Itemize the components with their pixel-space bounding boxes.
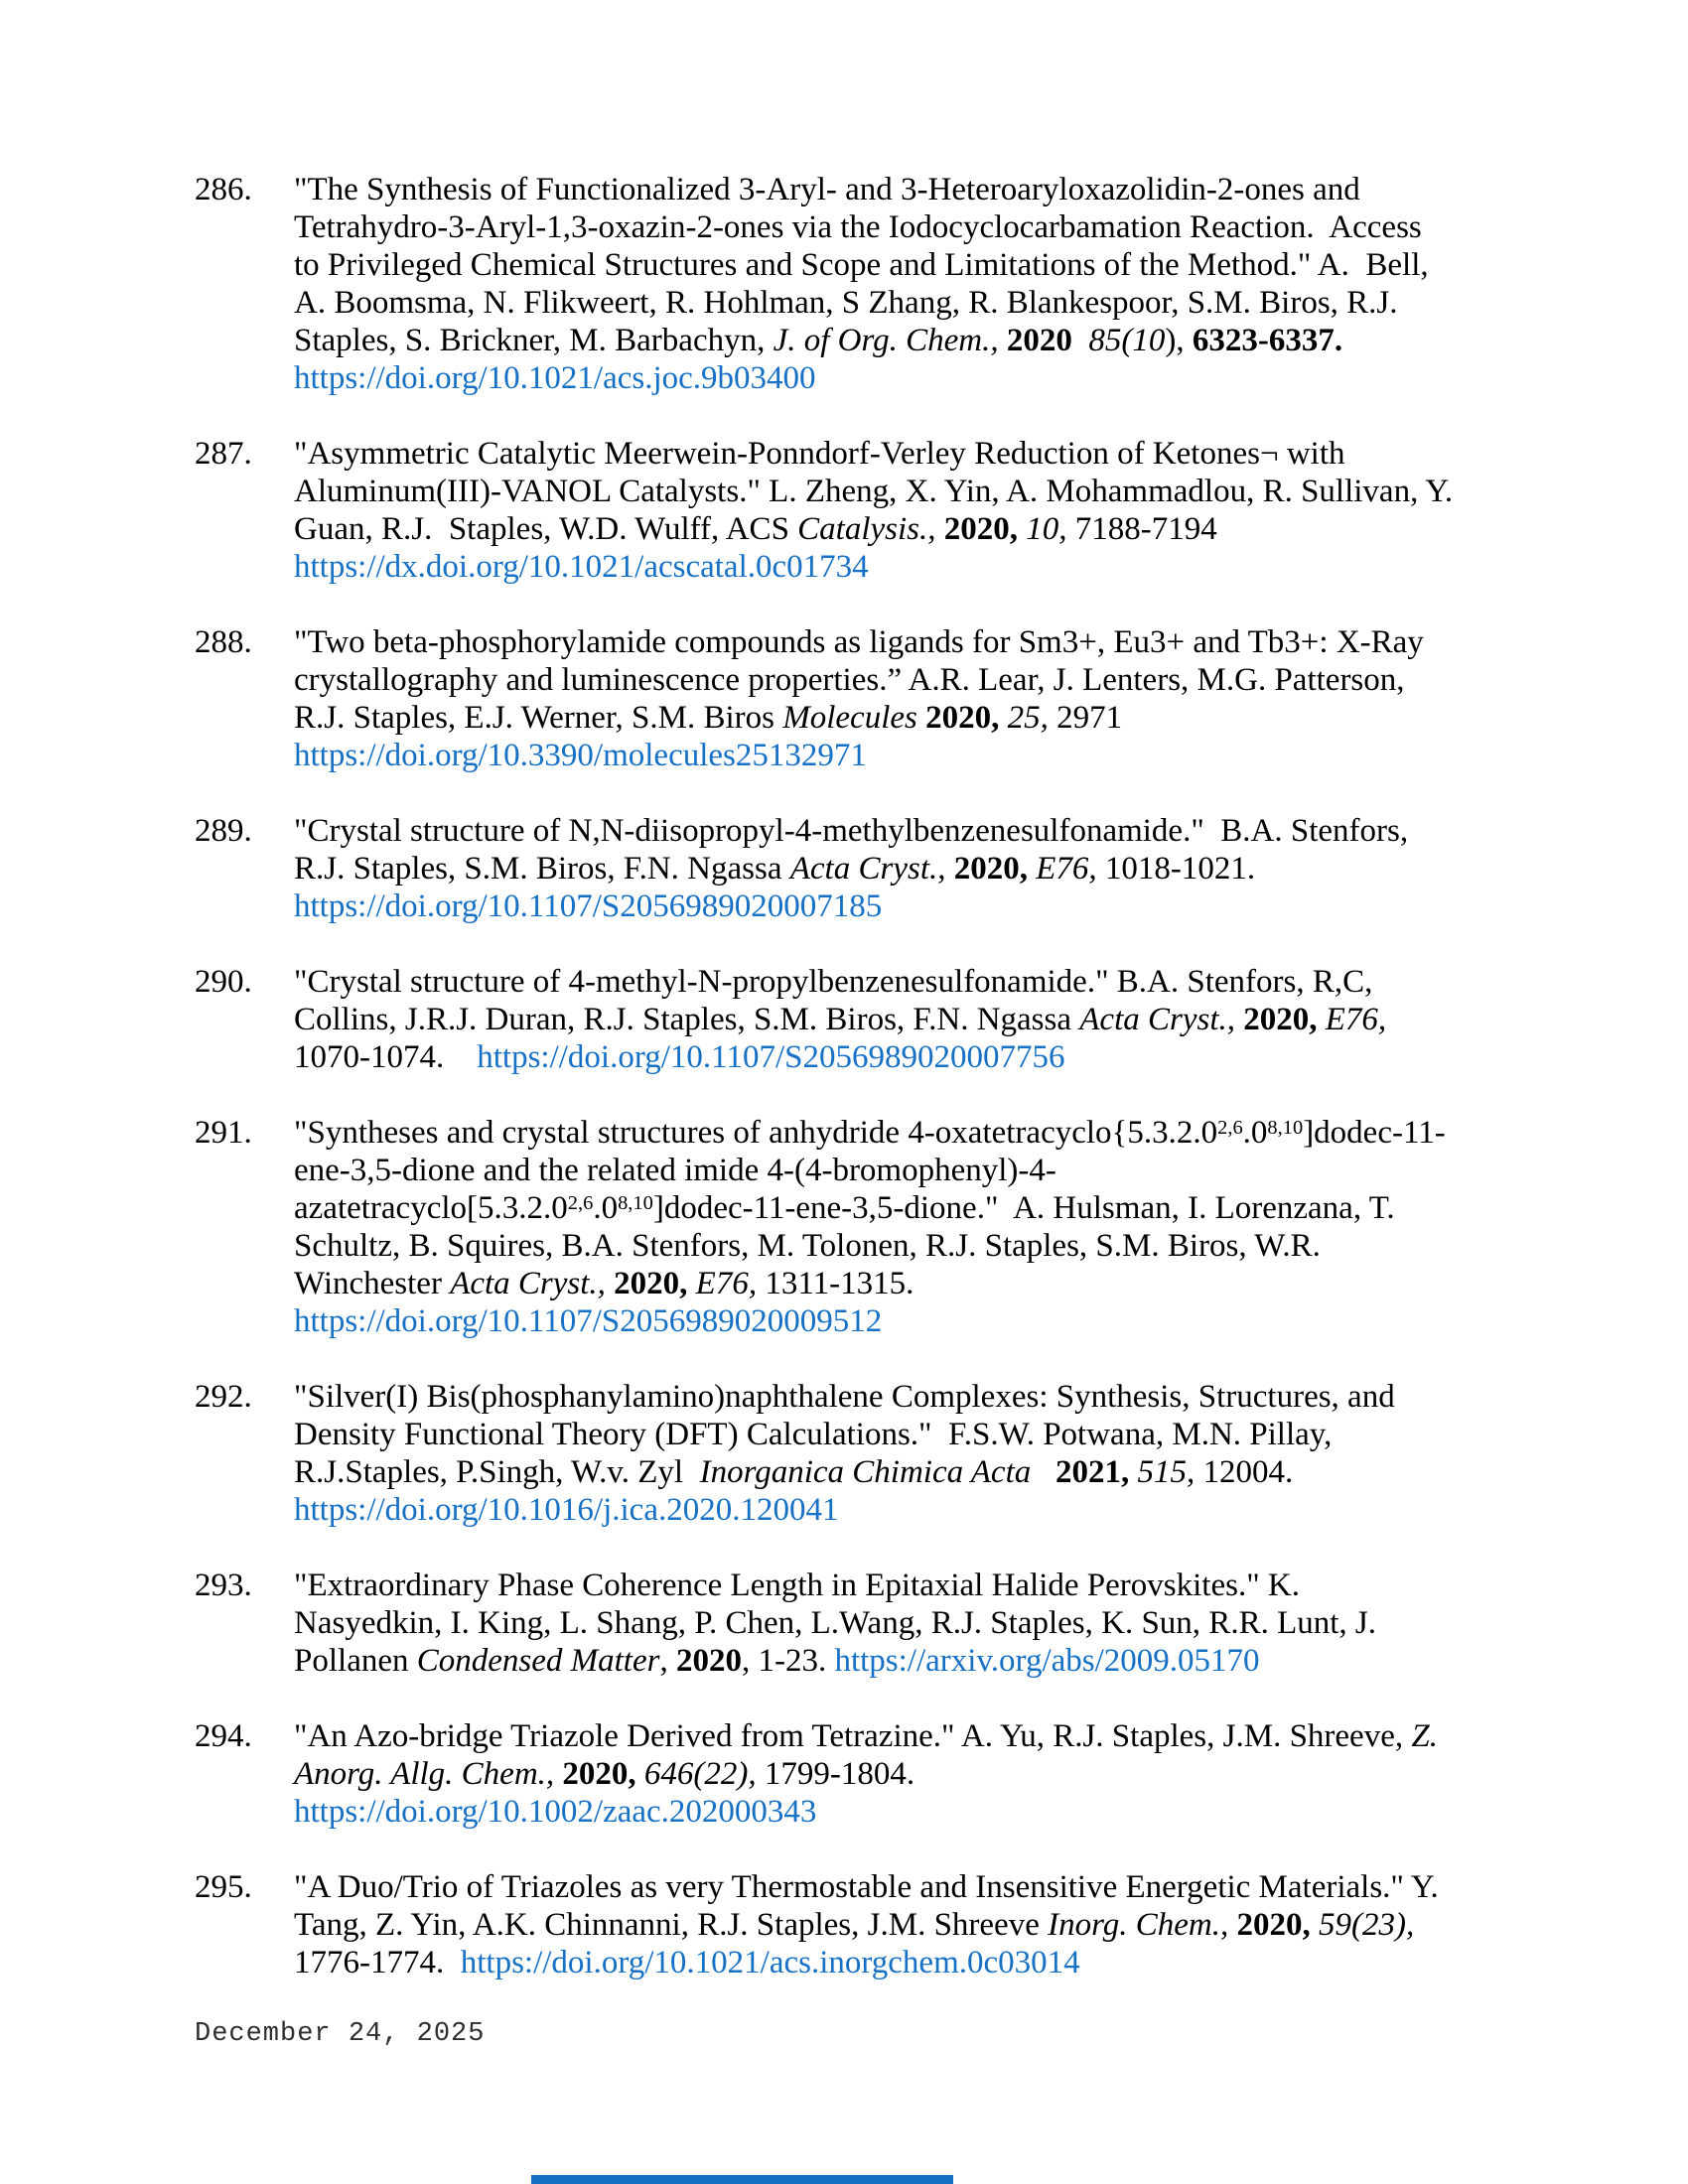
reference-text-segment: E76, (1325, 1002, 1387, 1037)
reference-text-segment: Z. Anorg. Allg. Chem., (294, 1718, 1446, 1792)
reference-item (195, 963, 1454, 1076)
doi-link[interactable]: https://doi.org/10.1016/j.ica.2020.120041 (294, 1492, 839, 1528)
reference-text-segment: J. of Org. Chem., (773, 323, 999, 358)
reference-text-segment: 2,6 (1217, 1116, 1243, 1139)
reference-text-segment: , (659, 1643, 676, 1679)
reference-text-segment (936, 511, 944, 547)
reference-text-segment: Acta Cryst., (789, 851, 946, 887)
reference-text-segment (1031, 1454, 1055, 1490)
reference-text-segment: "The Synthesis of Functionalized 3-Aryl- and 3-Heteroaryloxazolidin-2-ones and Tetrahydro-3-Aryl-1,3-oxazin-2-ones via the Iodocyclocarbamation Reaction. Access to Privileged Chemical Structures and Scope and Limitations of the Method." A. Bell, A. Boomsma, N. Flikweert, R. Hohlman, S Zhang, R. Blankespoor, S.M. Biros, R.J. Staples, S. Brickner, M. Barbachyn, (294, 172, 1436, 358)
reference-text-segment: "Silver(I) Bis(phosphanylamino)naphthalene Complexes: Synthesis, Structures, and Density Functional Theory (DFT) Calculations." F.S.W. Potwana, M.N. Pillay, R.J.Staples, P.Singh, W.v. Zyl (294, 1379, 1403, 1490)
reference-text-segment: 25, (1007, 700, 1049, 736)
reference-text-segment: .0 (593, 1190, 619, 1226)
reference-text-segment (917, 700, 925, 736)
reference-text-segment: "Syntheses and crystal structures of anhydride 4-oxatetracyclo{5.3.2.0 (294, 1115, 1218, 1151)
reference-text-segment: 2020, (614, 1266, 688, 1301)
reference-text-segment (1072, 323, 1089, 358)
reference-number: 292. (195, 1379, 252, 1415)
reference-text-segment: ), (1165, 323, 1193, 358)
reference-text-segment: Inorg. Chem., (1048, 1907, 1229, 1943)
reference-item (195, 623, 1454, 774)
reference-text-segment: 2020, (1236, 1907, 1311, 1943)
reference-text-segment: 2021, (1055, 1454, 1130, 1490)
reference-text-segment: 1311-1315. (757, 1266, 914, 1301)
reference-text-segment: "Two beta-phosphorylamide compounds as ligands for Sm3+, Eu3+ and Tb3+: X-Ray crystallography and luminescence properties.” A.R. Lear, J. Lenters, M.G. Patterson, R.J. Staples, E.J. Werner, S.M. Biros (294, 624, 1433, 736)
reference-text (294, 1868, 1454, 1981)
reference-text-segment: "Crystal structure of 4-methyl-N-propylbenzenesulfonamide." B.A. Stenfors, R,C, Collins, J.R.J. Duran, R.J. Staples, S.M. Biros, F.N. Ngassa (294, 964, 1381, 1037)
reference-text-segment: "Asymmetric Catalytic Meerwein-Ponndorf-Verley Reduction of Ketones¬ with Aluminum(III)-VANOL Catalysts." L. Zheng, X. Yin, A. Mohammadlou, R. Sullivan, Y. Guan, R.J. Staples, W.D. Wulff, ACS (294, 436, 1462, 547)
doi-link[interactable]: https://dx.doi.org/10.1021/acscatal.0c01734 (294, 549, 869, 585)
reference-text-segment: 1018-1021. (1096, 851, 1256, 887)
reference-text (294, 1114, 1454, 1340)
reference-text-segment: Inorganica Chimica Acta (699, 1454, 1032, 1490)
reference-text-segment: 1776-1774. (294, 1907, 1423, 1980)
reference-text-segment: 2971 (1048, 700, 1123, 736)
reference-text-segment: 85(10 (1088, 323, 1166, 358)
reference-number: 294. (195, 1718, 252, 1754)
reference-text-segment: 2020 (675, 1643, 742, 1679)
reference-text-segment: 12004. (1195, 1454, 1294, 1490)
reference-text-segment: 2020, (562, 1756, 636, 1792)
doi-link[interactable]: https://doi.org/10.1107/S2056989020009512 (294, 1303, 883, 1339)
reference-item (195, 435, 1462, 586)
reference-number: 293. (195, 1568, 252, 1603)
reference-text-segment: 1070-1074. (294, 1002, 1395, 1075)
reference-text (294, 435, 1462, 586)
reference-text-segment: 6323-6337. (1192, 323, 1343, 358)
reference-number: 291. (195, 1115, 252, 1151)
reference-item (195, 1717, 1454, 1831)
reference-text (294, 171, 1454, 397)
doi-link[interactable]: https://doi.org/10.1107/S2056989020007185 (294, 888, 883, 924)
reference-item (195, 1567, 1454, 1680)
reference-text-segment: E76, (1036, 851, 1097, 887)
reference-text-segment: 646(22), (643, 1756, 757, 1792)
reference-text-segment: E76, (695, 1266, 758, 1301)
reference-text (294, 963, 1454, 1076)
reference-text-segment: .0 (1242, 1115, 1268, 1151)
reference-text-segment: 10, (1026, 511, 1067, 547)
doi-link[interactable]: https://doi.org/10.1021/acs.inorgchem.0c03014 (460, 1945, 1080, 1980)
reference-text-segment: 2020, (1243, 1002, 1318, 1037)
reference-item (195, 1114, 1454, 1340)
reference-text-segment: "Crystal structure of N,N-diisopropyl-4-methylbenzenesulfonamide." B.A. Stenfors, R.J. Staples, S.M. Biros, F.N. Ngassa (294, 813, 1417, 887)
reference-text (294, 812, 1454, 925)
reference-text-segment: 2,6 (567, 1191, 594, 1214)
reference-text (294, 1567, 1454, 1680)
reference-text-segment: 59(23), (1318, 1907, 1415, 1943)
reference-text-segment: "Extraordinary Phase Coherence Length in Epitaxial Halide Perovskites." K. Nasyedkin, I. King, L. Shang, P. Chen, L.Wang, R.J. Staples, K. Sun, R.R. Lunt, J. Pollanen (294, 1568, 1385, 1679)
reference-text-segment: Catalysis., (797, 511, 936, 547)
reference-number: 288. (195, 624, 252, 660)
reference-text (294, 623, 1454, 774)
reference-text-segment (999, 700, 1007, 736)
reference-text-segment: "A Duo/Trio of Triazoles as very Thermostable and Insensitive Energetic Materials." Y. Tang, Z. Yin, A.K. Chinnanni, R.J. Staples, J.M. Shreeve (294, 1869, 1447, 1943)
reference-text-segment: 2020, (925, 700, 1000, 736)
reference-text-segment (1318, 1002, 1326, 1037)
reference-item (195, 171, 1454, 397)
reference-text-segment (1311, 1907, 1319, 1943)
footer-date: December 24, 2025 (195, 2019, 486, 2049)
reference-number: 295. (195, 1869, 252, 1905)
doi-link[interactable]: https://doi.org/10.3390/molecules25132971 (294, 738, 867, 773)
doi-link[interactable]: https://doi.org/10.1021/acs.joc.9b03400 (294, 360, 816, 396)
reference-number: 289. (195, 813, 252, 849)
reference-text-segment (945, 851, 953, 887)
reference-text-segment: ]dodec-11-ene-3,5-dione and the related imide 4-(4-bromophenyl)-4-azatetracyclo[5.3.2.0 (294, 1115, 1446, 1226)
reference-text-segment: 2020, (943, 511, 1019, 547)
cut-off-link-fragment[interactable] (531, 2175, 953, 2184)
reference-text-segment: 515, (1137, 1454, 1196, 1490)
reference-text (294, 1717, 1454, 1831)
reference-text-segment: , 1-23. (741, 1643, 835, 1679)
reference-text-segment: 2020, (953, 851, 1028, 887)
reference-text-segment: 2020 (1006, 323, 1072, 358)
reference-item (195, 1868, 1454, 1981)
reference-number: 287. (195, 436, 252, 472)
reference-item (195, 1378, 1454, 1529)
reference-text-segment: Molecules (782, 700, 917, 736)
reference-text-segment: ]dodec-11-ene-3,5-dione." A. Hulsman, I. Lorenzana, T. Schultz, B. Squires, B.A. Stenfors, M. Tolonen, R.J. Staples, S.M. Biros, W.R. Winchester (294, 1190, 1403, 1301)
reference-text-segment: "An Azo-bridge Triazole Derived from Tetrazine." A. Yu, R.J. Staples, J.M. Shreeve, (294, 1718, 1412, 1754)
reference-text-segment (1028, 851, 1036, 887)
reference-text-segment (1129, 1454, 1137, 1490)
reference-text-segment: Acta Cryst., (450, 1266, 606, 1301)
reference-text-segment (1235, 1002, 1243, 1037)
reference-text-segment: 7188-7194 (1066, 511, 1217, 547)
reference-text-segment (606, 1266, 614, 1301)
reference-text-segment: 8,10 (618, 1191, 653, 1214)
reference-text-segment: 1799-1804. (756, 1756, 931, 1792)
reference-item (195, 812, 1454, 925)
doi-link[interactable]: https://doi.org/10.1107/S2056989020007756 (477, 1039, 1065, 1075)
reference-number: 290. (195, 964, 252, 1000)
reference-list (195, 171, 1462, 2019)
doi-link[interactable]: https://doi.org/10.1002/zaac.202000343 (294, 1794, 817, 1830)
reference-text-segment (636, 1756, 644, 1792)
reference-text (294, 1378, 1454, 1529)
reference-text-segment (687, 1266, 695, 1301)
reference-text-segment: Acta Cryst., (1079, 1002, 1235, 1037)
reference-text-segment: 8,10 (1267, 1116, 1304, 1139)
reference-number: 286. (195, 172, 252, 207)
reference-text-segment (999, 323, 1007, 358)
doi-link[interactable]: https://arxiv.org/abs/2009.05170 (834, 1643, 1260, 1679)
reference-text-segment: Condensed Matter (416, 1643, 660, 1679)
